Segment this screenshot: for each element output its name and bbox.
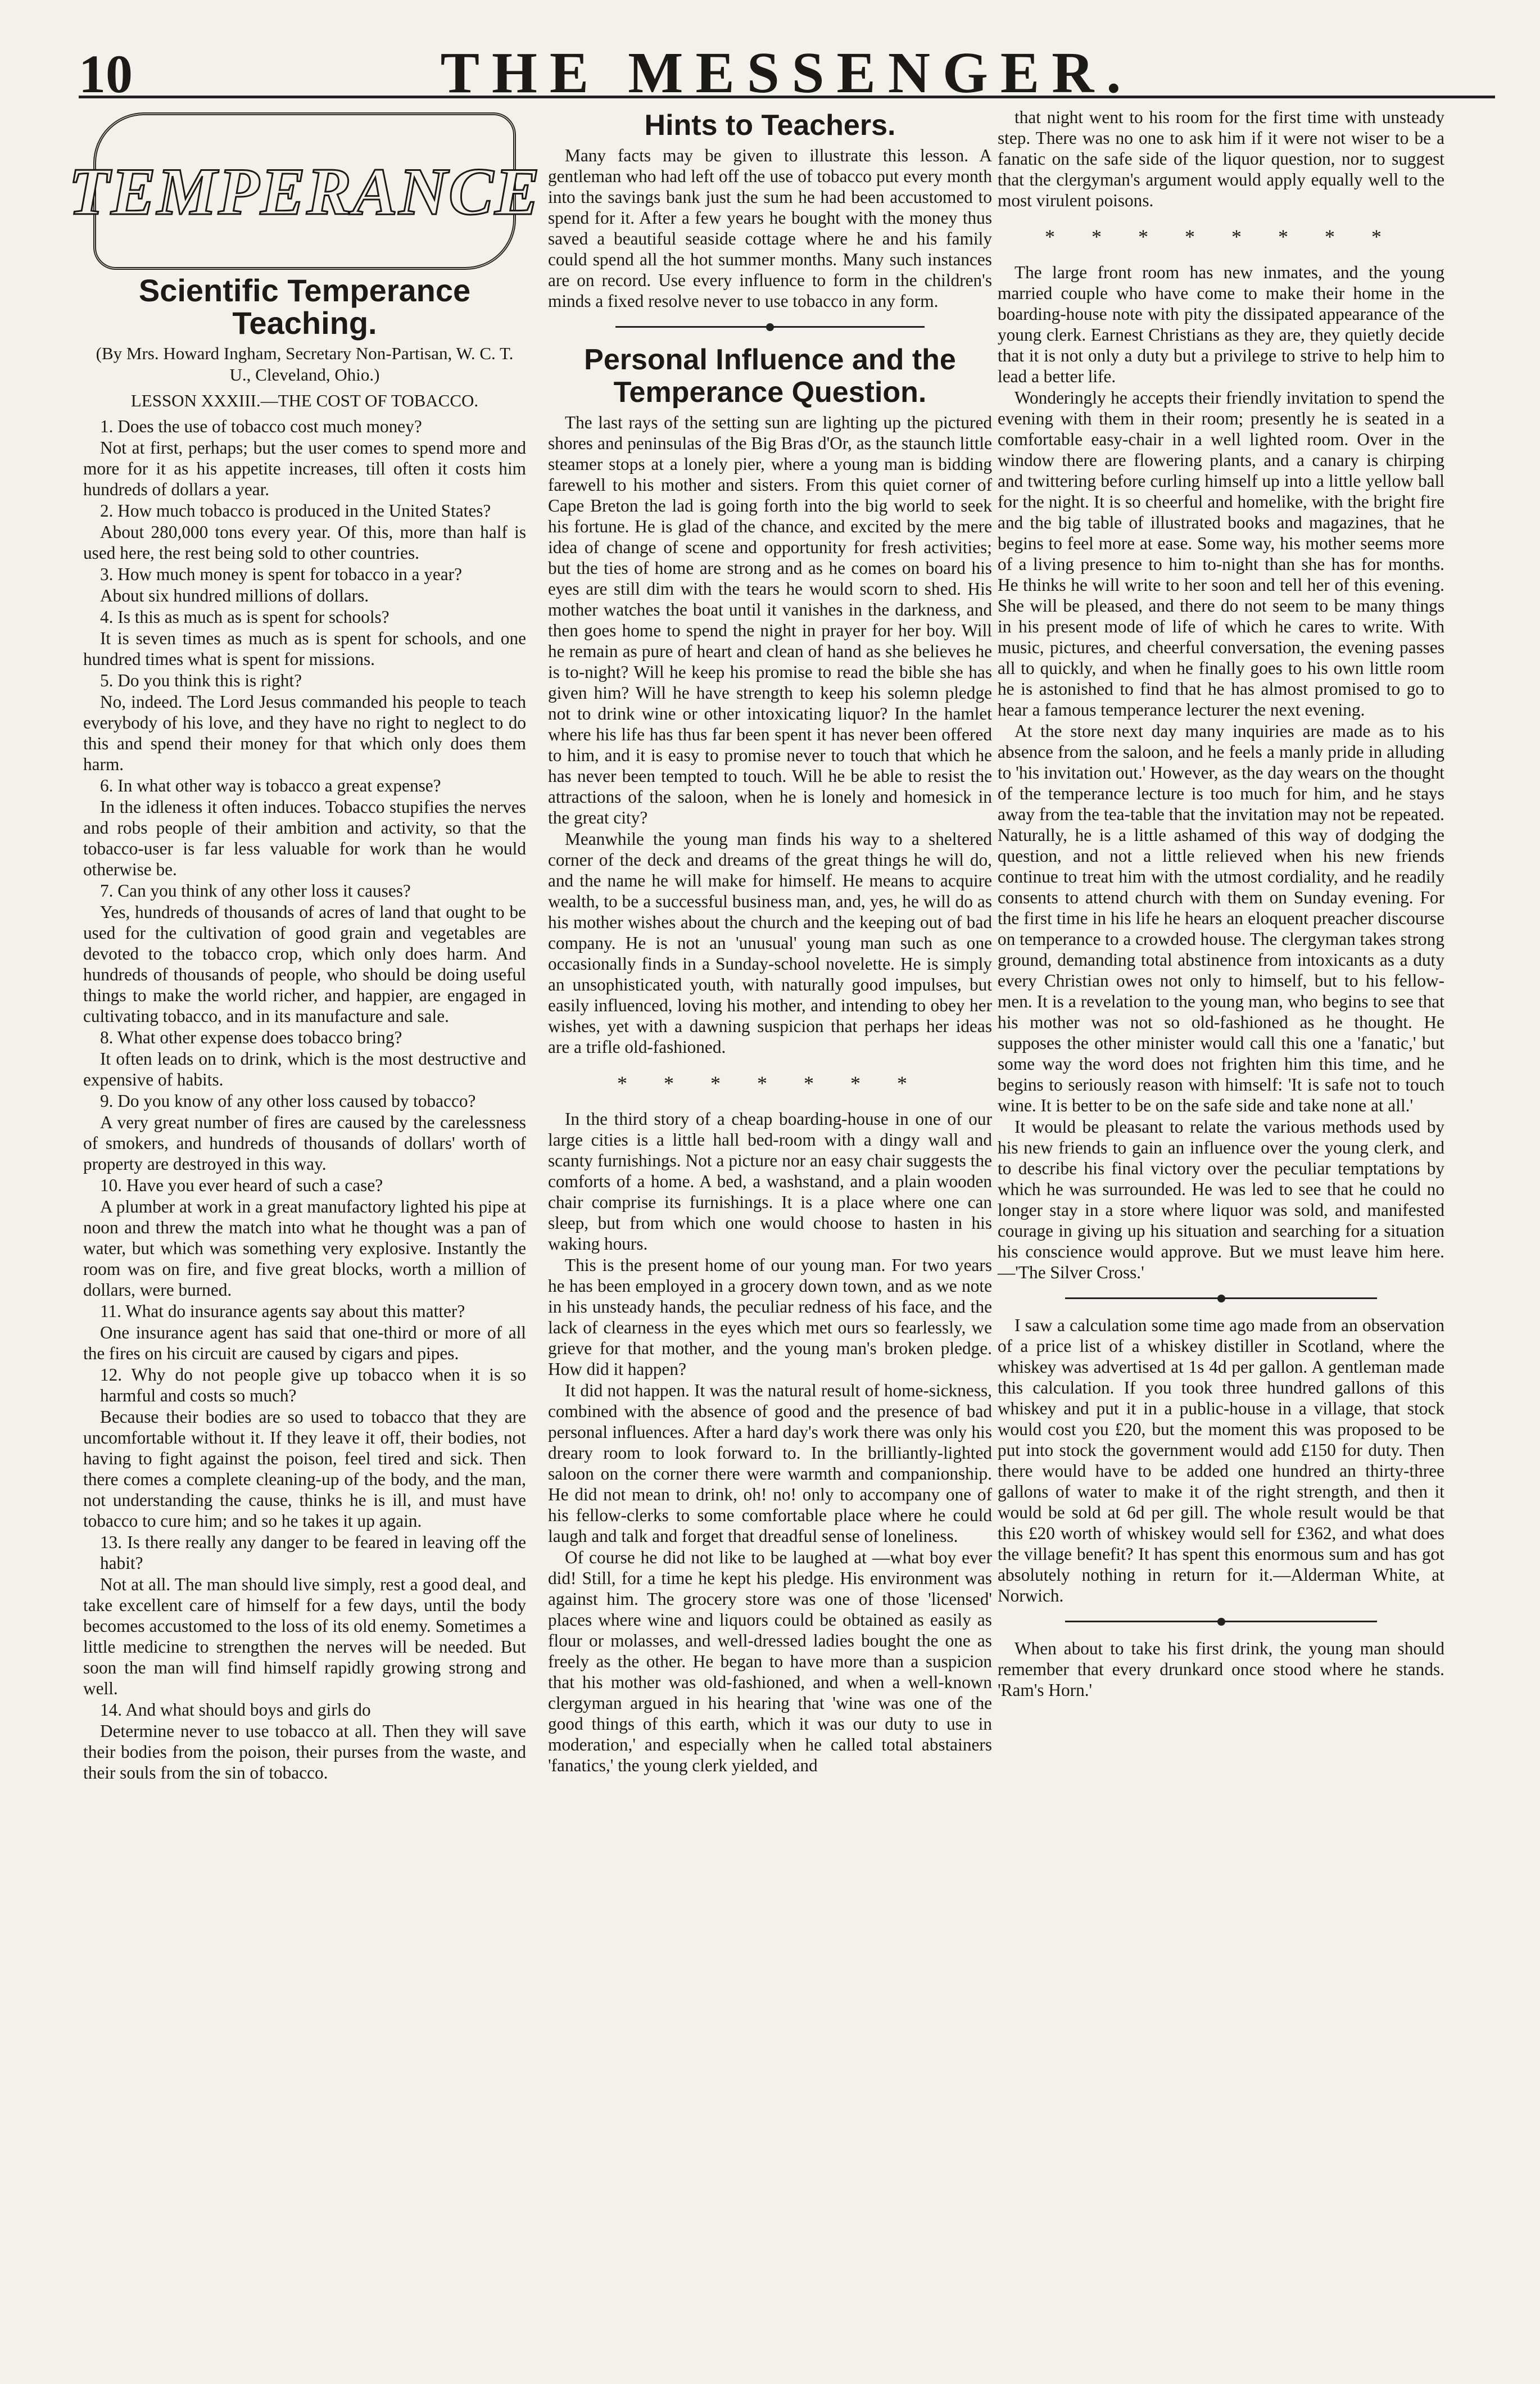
paragraph: I saw a calculation some time ago made from an observation of a price list of a whiskey distiller in Scotland, where the whiskey was advertised at 1s 4d per gallon. A gentleman made this calculation. If you took three hundred gallons of this whiskey and put it in a public-house in a village, that stock would cost you £20, but the moment this was proposed to be put into stock the government would add £150 for duty. Then there would have to be added one hundred an thirty-three gallons of water to make it of the right strength, and then it would be sold at 6d per gill. The whole result would be that this £20 worth of whiskey would sell for £362, and what does the village benefit? It has spent this enormous sum and has got absolutely nothing in return for it.—Alderman White, at Norwich. [998,1315,1444,1605]
answer: Because their bodies are so used to tobacco that they are uncomfortable without it. If they leave it off, their bodies, not having to fight against the poison, feel tired and sick. Then there comes a complete cleaning-up of the body, and the man, not understanding the cause, thinks he is ill, and must have tobacco to cure him; and so he takes it up again. [83,1407,526,1531]
column-2 [548,107,992,1776]
paragraph: This is the present home of our young man. For two years he has been employed in a grocery down town, and as we note in his unsteady hands, the peculiar redness of his face, and the lack of clearness in the eyes which met ours so fearlessly, we grieve for that mother, and the young man's broken pledge. How did it happen? [548,1255,992,1379]
answer: Determine never to use tobacco at all. Then they will save their bodies from the poison, their purses from the waste, and their souls from the sin of tobacco. [83,1721,526,1783]
star-separator: * * * * * * * * [1045,225,1397,248]
rams-horn-quote [998,1638,1444,1700]
paragraph: The large front room has new inmates, and the young married couple who have come to make their home in the boarding-house note with pity the dissipated appearance of the young clerk. Earnest Christians as they are, they quietly decide that it is not only a duty but a privilege to strive to help him to lead a better life. [998,263,1444,386]
question: 5. Do you think this is right? [100,671,302,690]
page-header [79,22,1495,105]
question: 2. How much tobacco is produced in the United States? [100,501,491,521]
question: 8. What other expense does tobacco bring? [100,1028,402,1047]
column-1 [68,107,541,1783]
hints-body [548,145,992,311]
whiskey-calculation-article [998,1315,1444,1606]
article-heading-temperance-teaching: Scientific Temperance Teaching. [138,273,471,341]
question: 13. Is there really any danger to be feared in leaving off the habit? [100,1532,526,1573]
answer: A plumber at work in a great manufactory lighted his pipe at noon and threw the match into what he thought was a pan of water, but which was something very explosive. Instantly the room was on fire, and five great blocks, worth a million of dollars, were burned. [83,1197,526,1300]
paragraph: It did not happen. It was the natural result of home-sickness, combined with the absence of good and the presence of bad personal influences. After a hard day's work there was only his dreary room to look forward to. In the brilliantly-lighted saloon on the corner there were warmth and companionship. He did not mean to drink, oh! no! only to accompany one of his fellow-clerks to some comfortable place where he could laugh and talk and forget that dreadful sense of loneliness. [548,1381,992,1546]
paragraph: When about to take his first drink, the young man should remember that every drunkard once stood where he stands. 'Ram's Horn.' [998,1639,1444,1700]
section-divider [1065,1297,1377,1299]
story-continuation [998,262,1444,1283]
section-divider [615,326,925,328]
question: 6. In what other way is tobacco a great expense? [100,776,441,795]
answer: About six hundred millions of dollars. [100,586,369,605]
answer: It is seven times as much as is spent for schools, and one hundred times what is spent for missions. [83,628,526,669]
answer: Not at all. The man should live simply, rest a good deal, and take excellent care of himself for a few days, until the body becomes accustomed to the loss of its old enemy. Sometimes a little medicine to strengthen the nerves will be needed. But soon the man will find himself rapidly growing strong and well. [83,1575,526,1698]
answer: Yes, hundreds of thousands of acres of land that ought to be used for the cultivation of good grain and vegetables are devoted to the tobacco crop, which only does harm. And hundreds of thousands of people, who should be doing useful things to make the world richer, and happier, are engaged in cultivating tobacco, and in its manufacture and sale. [83,902,526,1026]
question: 9. Do you know of any other loss caused by tobacco? [100,1091,476,1111]
influence-body [548,412,992,1057]
paragraph: Many facts may be given to illustrate this lesson. A gentleman who had left off the use of tobacco put every month into the savings bank just the sum he had been accustomed to spend for it. After a few years he bought with the money thus saved a beautiful seaside cottage where he and his family could spend all the hot summer months. Many such instances are on record. Use every influence to form in the children's minds a fixed resolve never to use tobacco in any form. [548,146,992,311]
answer: No, indeed. The Lord Jesus commanded his people to teach everybody of his love, and they have no right to neglect to do this and spend their money for that which only does them harm. [83,692,526,774]
question: 3. How much money is spent for tobacco in a year? [100,564,463,584]
masthead-title: THE MESSENGER. [440,40,1134,105]
answer: In the idleness it often induces. Tobacco stupifies the nerves and robs people of their ambition and activity, so that the tobacco-user is far less valuable for work than he would otherwise be. [83,797,526,879]
article-byline: (By Mrs. Howard Ingham, Secretary Non-Partisan, W. C. T. U., Cleveland, Ohio.) [96,343,514,384]
answer: Not at first, perhaps; but the user comes to spend more and more for it as his appetite increases, till often it costs him hundreds of dollars a year. [83,438,526,499]
answer: About 280,000 tons every year. Of this, more than half is used here, the rest being sold to other countries. [83,522,526,563]
article-heading-personal-influence: Personal Influence and the Temperance Question. [584,343,956,409]
question: 12. Why do not people give up tobacco when it is so harmful and costs so much? [100,1365,526,1405]
paragraph: Meanwhile the young man finds his way to a sheltered corner of the deck and dreams of the great things he will do, and the name he will make for himself. He means to acquire wealth, to be a successful business man, and, yes, he will do as his mother wishes about the church and the keeping out of bad company. He is not an 'unusual' young man such as one occasionally finds in a Sunday-school novelette. He is simply an unsophisticated youth, with naturally good impulses, but easily influenced, loving his mother, and intending to obey her wishes, yet with a dawning suspicion that perhaps her ideas are a trifle old-fashioned. [548,829,992,1057]
answer: It often leads on to drink, which is the most destructive and expensive of habits. [83,1049,526,1089]
article-heading-hints: Hints to Teachers. [644,109,896,142]
question: 10. Have you ever heard of such a case? [100,1175,383,1195]
paragraph: The last rays of the setting sun are lighting up the pictured shores and peninsulas of the Big Bras d'Or, as the staunch little steamer stops at a lonely pier, where a young man is bidding farewell to his mother and sisters. From this quiet corner of Cape Breton the lad is going forth into the big world to seek his fortune. He is glad of the chance, and excited by the mere idea of change of scene and opportunity for fresh activities; but the ties of home are strong and as he comes on board his eyes are still dim with the tears he would scorn to shed. His mother watches the boat until it vanishes in the darkness, and then goes home to spend the night in prayer for her boy. Will he remain as pure of heart and clean of hand as she believes he is to-night? Will he keep his promise to read the bible she has given him? Will he have strength to keep his solemn pledge not to drink wine or other intoxicating liquor? In the hamlet where his life has thus far been spent it has never been offered to him, and it is easy to promise never to touch that which he has never been tempted to touch. Will he be able to resist the attractions of the saloon, when he is lonely and homesick in the great city? [548,413,992,827]
paragraph: Of course he did not like to be laughed at —what boy ever did! Still, for a time he kept his pledge. His environment was against him. The grocery store was one of those 'licensed' places where wine and liquors could be obtained as easily as flour or molasses, and well-dressed ladies bought the one as freely as the other. He began to have more than a suspicion that his mother was old-fashioned, and when a well-known clergyman argued in his hearing that 'wine was one of the good things of this earth, which it was our duty to use in moderation,' and especially when he called total abstainers 'fanatics,' the young clerk yielded, and [548,1548,992,1775]
question: 14. And what should boys and girls do [100,1700,371,1720]
article-body [83,416,526,1783]
question: 4. Is this as much as is spent for schools? [100,607,389,627]
continued-text [998,107,1444,211]
boarding-house-body [548,1109,992,1776]
question: 7. Can you think of any other loss it causes? [100,881,411,901]
answer: A very great number of fires are caused by the carelessness of smokers, and hundreds of thousands of dollars' worth of property are destroyed in this way. [83,1112,526,1174]
paragraph: In the third story of a cheap boarding-house in one of our large cities is a little hall bed-room with a dingy wall and scanty furnishings. Not a picture nor an easy chair suggests the comforts of a home. A bed, a washstand, and a plain wooden chair comprise its furnishings. It is a place where one can sleep, but from which one would choose to hasten in his waking hours. [548,1109,992,1254]
temperance-logo [68,112,541,270]
paragraph: At the store next day many inquiries are made as to his absence from the saloon, and he feels a manly pride in alluding to 'his invitation out.' However, as the day wears on the thought of the temperance lecture is too much for him, and he stays away from the tea-table that the invitation may not be repeated. Naturally, he is a little ashamed of this way of dodging the question, and not a little relieved when his new friends continue to treat him with the utmost cordiality, and he readily consents to attend church with them on Sunday evening. For the first time in his life he hears an eloquent preacher discourse on temperance to a crowded house. The clergyman takes strong ground, demanding total abstinence from intoxicants as a duty every Christian owes not only to himself, but to his fellow-men. It is a revelation to the young man, who begins to see that his mother was not so old-fashioned as he thought. He supposes the other minister would call this one a 'fanatic,' but some way the word does not frighten him this time, and he begins to seriously reason with himself: 'It is safe not to touch wine. It is better to be on the safe side and take none at all.' [998,721,1444,1115]
paragraph: It would be pleasant to relate the various methods used by his new friends to gain an influence over the young clerk, and to describe his final victory over the peculiar temptations by which he was surrounded. He was led to see that he could no longer stay in a store where liquor was sold, and manifested courage in giving up his situation and searching for a situation his conscience would approve. But we must leave him here.—'The Silver Cross.' [998,1117,1444,1282]
star-separator: * * * * * * * [617,1072,923,1094]
paragraph: Wonderingly he accepts their friendly invitation to spend the evening with them in their room; presently he is seated in a comfortable easy-chair in a well lighted room. Over in the window there are flowering plants, and a canary is chirping and twittering before curling himself up into a little yellow ball for the night. It is so cheerful and homelike, with the bright fire and the big table of illustrated books and magazines, that he begins to feel more at ease. Some way, his mother seems more of a living presence to him to-night than she has for months. He thinks he will write to her soon and tell her of this evening. She will be pleased, and there do not seem to be many things in his present mode of life of which he cares to write. With music, pictures, and cheerful conversation, the evening passes all to quickly, and when he finally goes to his own little room he is astonished to find that he has almost promised to go to hear a famous temperance lecturer the next evening. [998,388,1444,720]
answer: One insurance agent has said that one-third or more of all the fires on his circuit are caused by cigars and pipes. [83,1323,526,1363]
lesson-title: LESSON XXXIII.—THE COST OF TOBACCO. [130,391,479,410]
question: 11. What do insurance agents say about this matter? [100,1301,465,1321]
paragraph: that night went to his room for the first time with unsteady step. There was no one to ask him if it were not wiser to be a fanatic on the safe side of the liquor question, nor to suggest that the clergyman's argument would apply equally well to the most virulent poisons. [998,107,1444,210]
section-divider [1065,1621,1377,1622]
question: 1. Does the use of tobacco cost much money? [100,417,422,436]
page-number: 10 [79,44,133,104]
temperance-logo-lettering: TEMPERANCE [68,153,541,229]
column-3 [998,107,1444,1700]
